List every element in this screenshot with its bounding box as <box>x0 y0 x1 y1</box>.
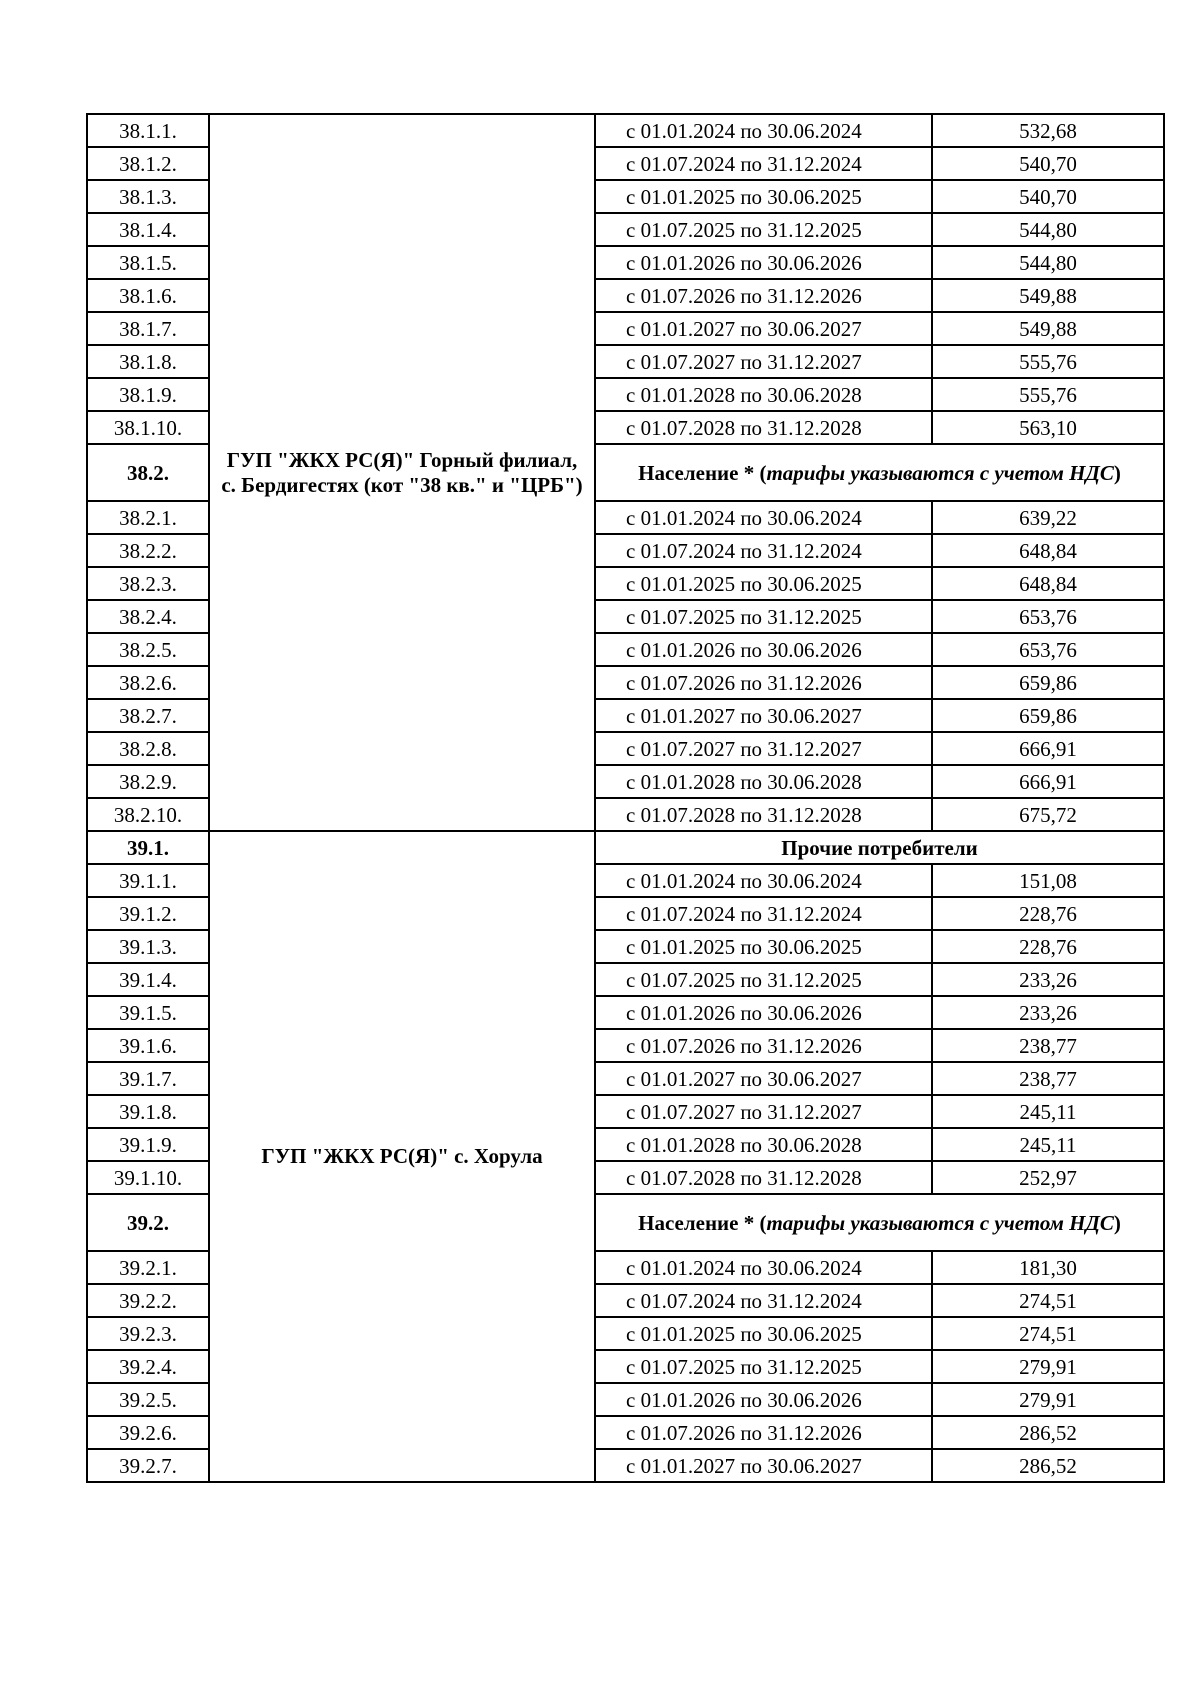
tariff-period: с 01.07.2024 по 31.12.2024 <box>595 147 932 180</box>
tariff-value: 555,76 <box>932 378 1164 411</box>
tariff-value: 666,91 <box>932 732 1164 765</box>
tariff-period: с 01.07.2024 по 31.12.2024 <box>595 534 932 567</box>
consumer-group-note: тарифы указываются с учетом НДС <box>766 1210 1114 1235</box>
section-number: 39.2. <box>87 1194 209 1251</box>
tariff-value: 181,30 <box>932 1251 1164 1284</box>
tariff-value: 659,86 <box>932 666 1164 699</box>
row-number: 38.1.6. <box>87 279 209 312</box>
tariff-value: 252,97 <box>932 1161 1164 1194</box>
tariff-period: с 01.01.2027 по 30.06.2027 <box>595 699 932 732</box>
tariff-period: с 01.01.2026 по 30.06.2026 <box>595 633 932 666</box>
tariff-period: с 01.01.2024 по 30.06.2024 <box>595 1251 932 1284</box>
tariff-value: 659,86 <box>932 699 1164 732</box>
row-number: 38.1.2. <box>87 147 209 180</box>
tariff-value: 549,88 <box>932 312 1164 345</box>
tariff-period: с 01.01.2027 по 30.06.2027 <box>595 1062 932 1095</box>
section-number: 38.2. <box>87 444 209 501</box>
tariff-period: с 01.01.2025 по 30.06.2025 <box>595 567 932 600</box>
tariff-value: 544,80 <box>932 246 1164 279</box>
row-number: 39.1.9. <box>87 1128 209 1161</box>
tariff-value: 245,11 <box>932 1128 1164 1161</box>
tariff-period: с 01.07.2025 по 31.12.2025 <box>595 213 932 246</box>
tariff-period: с 01.01.2026 по 30.06.2026 <box>595 1383 932 1416</box>
tariff-period: с 01.07.2024 по 31.12.2024 <box>595 897 932 930</box>
tariff-period: с 01.07.2026 по 31.12.2026 <box>595 1416 932 1449</box>
row-number: 38.2.6. <box>87 666 209 699</box>
row-number: 38.1.10. <box>87 411 209 444</box>
consumer-group-label <box>595 831 1164 864</box>
section-number: 39.1. <box>87 831 209 864</box>
tariff-period: с 01.01.2028 по 30.06.2028 <box>595 378 932 411</box>
tariff-period: с 01.01.2025 по 30.06.2025 <box>595 1317 932 1350</box>
row-number: 38.2.2. <box>87 534 209 567</box>
row-number: 39.2.4. <box>87 1350 209 1383</box>
tariff-period: с 01.07.2028 по 31.12.2028 <box>595 411 932 444</box>
tariff-period: с 01.01.2025 по 30.06.2025 <box>595 930 932 963</box>
tariff-value: 151,08 <box>932 864 1164 897</box>
row-number: 39.1.10. <box>87 1161 209 1194</box>
row-number: 39.2.3. <box>87 1317 209 1350</box>
organization-name: ГУП "ЖКХ РС(Я)" с. Хорула <box>209 831 595 1482</box>
row-number: 39.2.6. <box>87 1416 209 1449</box>
row-number: 38.1.3. <box>87 180 209 213</box>
row-number: 38.1.7. <box>87 312 209 345</box>
tariff-value: 563,10 <box>932 411 1164 444</box>
tariff-value: 532,68 <box>932 114 1164 147</box>
tariff-value: 238,77 <box>932 1062 1164 1095</box>
consumer-group-close: ) <box>1113 460 1121 485</box>
row-number: 38.1.4. <box>87 213 209 246</box>
row-number: 39.2.1. <box>87 1251 209 1284</box>
tariff-value: 286,52 <box>932 1416 1164 1449</box>
organization-name: ГУП "ЖКХ РС(Я)" Горный филиал, с. Бердигестях (кот "38 кв." и "ЦРБ") <box>209 114 595 831</box>
section-header-row <box>87 831 1164 864</box>
row-number: 38.2.7. <box>87 699 209 732</box>
tariff-value: 233,26 <box>932 996 1164 1029</box>
tariff-value: 238,77 <box>932 1029 1164 1062</box>
row-number: 38.1.8. <box>87 345 209 378</box>
tariff-period: с 01.07.2028 по 31.12.2028 <box>595 798 932 831</box>
tariff-value: 639,22 <box>932 501 1164 534</box>
tariff-period: с 01.07.2026 по 31.12.2026 <box>595 279 932 312</box>
tariff-value: 245,11 <box>932 1095 1164 1128</box>
tariff-value: 279,91 <box>932 1383 1164 1416</box>
tariff-value: 274,51 <box>932 1284 1164 1317</box>
tariff-value: 666,91 <box>932 765 1164 798</box>
consumer-group-note: тарифы указываются с учетом НДС <box>766 460 1114 485</box>
tariff-period: с 01.01.2024 по 30.06.2024 <box>595 501 932 534</box>
tariff-value: 279,91 <box>932 1350 1164 1383</box>
row-number: 38.2.8. <box>87 732 209 765</box>
consumer-group-text: Население * ( <box>638 460 767 485</box>
tariff-period: с 01.07.2025 по 31.12.2025 <box>595 963 932 996</box>
consumer-group-label <box>595 1194 1164 1251</box>
tariff-value: 228,76 <box>932 930 1164 963</box>
tariff-value: 653,76 <box>932 600 1164 633</box>
tariff-period: с 01.01.2027 по 30.06.2027 <box>595 1449 932 1482</box>
tariff-period: с 01.07.2026 по 31.12.2026 <box>595 666 932 699</box>
tariff-value: 555,76 <box>932 345 1164 378</box>
row-number: 39.2.7. <box>87 1449 209 1482</box>
tariff-table-body <box>87 114 1164 1482</box>
row-number: 39.1.2. <box>87 897 209 930</box>
row-number: 38.2.9. <box>87 765 209 798</box>
tariff-period: с 01.07.2026 по 31.12.2026 <box>595 1029 932 1062</box>
tariff-value: 648,84 <box>932 534 1164 567</box>
tariff-period: с 01.01.2026 по 30.06.2026 <box>595 996 932 1029</box>
row-number: 39.2.5. <box>87 1383 209 1416</box>
row-number: 38.2.3. <box>87 567 209 600</box>
row-number: 39.1.3. <box>87 930 209 963</box>
tariff-value: 549,88 <box>932 279 1164 312</box>
row-number: 38.1.9. <box>87 378 209 411</box>
tariff-period: с 01.07.2027 по 31.12.2027 <box>595 732 932 765</box>
consumer-group-text: Прочие потребители <box>781 835 978 860</box>
tariff-period: с 01.07.2027 по 31.12.2027 <box>595 1095 932 1128</box>
consumer-group-label <box>595 444 1164 501</box>
tariff-period: с 01.01.2028 по 30.06.2028 <box>595 1128 932 1161</box>
row-number: 39.1.7. <box>87 1062 209 1095</box>
tariff-value: 653,76 <box>932 633 1164 666</box>
consumer-group-text: Население * ( <box>638 1210 767 1235</box>
tariff-table <box>86 113 1165 1483</box>
row-number: 39.1.1. <box>87 864 209 897</box>
row-number: 38.2.5. <box>87 633 209 666</box>
row-number: 38.1.5. <box>87 246 209 279</box>
row-number: 38.1.1. <box>87 114 209 147</box>
row-number: 38.2.10. <box>87 798 209 831</box>
row-number: 39.1.8. <box>87 1095 209 1128</box>
tariff-period: с 01.07.2028 по 31.12.2028 <box>595 1161 932 1194</box>
tariff-value: 274,51 <box>932 1317 1164 1350</box>
tariff-value: 540,70 <box>932 147 1164 180</box>
tariff-value: 540,70 <box>932 180 1164 213</box>
tariff-value: 648,84 <box>932 567 1164 600</box>
tariff-period: с 01.07.2025 по 31.12.2025 <box>595 600 932 633</box>
tariff-value: 675,72 <box>932 798 1164 831</box>
tariff-value: 286,52 <box>932 1449 1164 1482</box>
row-number: 39.1.5. <box>87 996 209 1029</box>
tariff-value: 228,76 <box>932 897 1164 930</box>
tariff-period: с 01.01.2027 по 30.06.2027 <box>595 312 932 345</box>
tariff-period: с 01.01.2024 по 30.06.2024 <box>595 114 932 147</box>
tariff-value: 544,80 <box>932 213 1164 246</box>
row-number: 38.2.1. <box>87 501 209 534</box>
tariff-row <box>87 114 1164 147</box>
tariff-period: с 01.07.2025 по 31.12.2025 <box>595 1350 932 1383</box>
consumer-group-close: ) <box>1113 1210 1121 1235</box>
row-number: 39.2.2. <box>87 1284 209 1317</box>
tariff-period: с 01.01.2025 по 30.06.2025 <box>595 180 932 213</box>
tariff-period: с 01.01.2026 по 30.06.2026 <box>595 246 932 279</box>
row-number: 39.1.6. <box>87 1029 209 1062</box>
row-number: 39.1.4. <box>87 963 209 996</box>
tariff-value: 233,26 <box>932 963 1164 996</box>
tariff-period: с 01.01.2024 по 30.06.2024 <box>595 864 932 897</box>
tariff-period: с 01.01.2028 по 30.06.2028 <box>595 765 932 798</box>
row-number: 38.2.4. <box>87 600 209 633</box>
tariff-period: с 01.07.2027 по 31.12.2027 <box>595 345 932 378</box>
tariff-period: с 01.07.2024 по 31.12.2024 <box>595 1284 932 1317</box>
